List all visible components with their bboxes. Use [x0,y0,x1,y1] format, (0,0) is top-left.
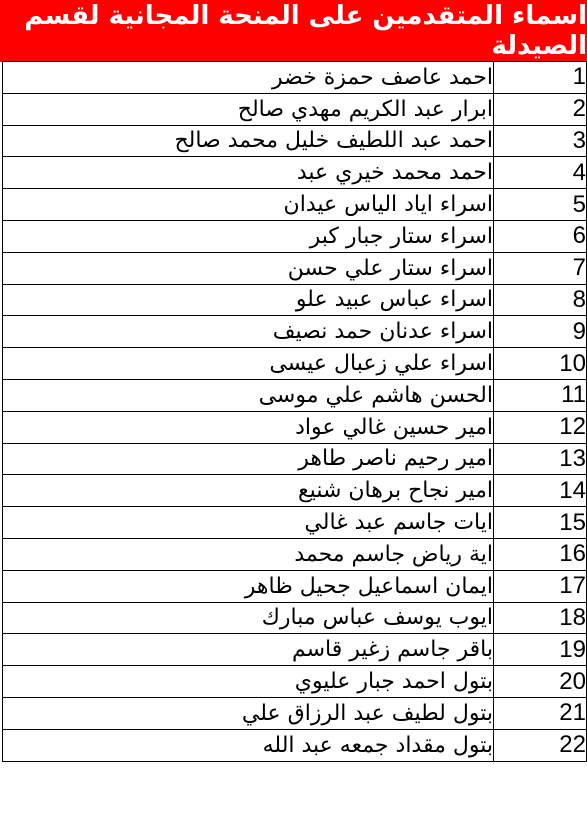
table-row [3,348,587,380]
row-number: 6 [494,220,587,252]
applicant-name: امير رحيم ناصر طاهر [3,443,494,475]
table-row [3,189,587,221]
row-number: 9 [494,316,587,348]
applicant-name: اسراء اياد الياس عيدان [3,189,494,221]
applicant-name: اسراء ستار جبار كبر [3,220,494,252]
table-row [3,443,587,475]
row-number: 11 [494,379,587,411]
applicant-name: بتول احمد جبار عليوي [3,666,494,698]
applicant-name: ايمان اسماعيل جحيل ظاهر [3,570,494,602]
row-number: 2 [494,93,587,125]
row-number: 15 [494,507,587,539]
applicant-name: احمد عبد اللطيف خليل محمد صالح [3,125,494,157]
row-number: 4 [494,157,587,189]
table-row [3,62,587,94]
table-row [3,316,587,348]
applicant-name: ابرار عبد الكريم مهدي صالح [3,93,494,125]
table-row [3,666,587,698]
row-number: 7 [494,252,587,284]
table-row [3,570,587,602]
row-number: 19 [494,634,587,666]
applicant-name: بتول لطيف عبد الرزاق علي [3,697,494,729]
table-row [3,634,587,666]
table-row [3,284,587,316]
row-number: 16 [494,538,587,570]
row-number: 17 [494,570,587,602]
names-table [2,61,587,762]
row-number: 21 [494,697,587,729]
row-number: 5 [494,189,587,221]
applicant-name: بتول مقداد جمعه عبد الله [3,729,494,761]
applicant-name: اسراء عباس عبيد علو [3,284,494,316]
row-number: 18 [494,602,587,634]
row-number: 22 [494,729,587,761]
table-row [3,157,587,189]
row-number: 14 [494,475,587,507]
row-number: 8 [494,284,587,316]
table-row [3,507,587,539]
row-number: 10 [494,348,587,380]
table-row [3,379,587,411]
applicant-name: احمد محمد خيري عبد [3,157,494,189]
row-number: 13 [494,443,587,475]
applicant-name: اسراء عدنان حمد نصيف [3,316,494,348]
table-row [3,220,587,252]
table-row [3,602,587,634]
table-row [3,252,587,284]
table-row [3,697,587,729]
applicant-name: امير نجاح برهان شنيع [3,475,494,507]
table-row [3,411,587,443]
page-title: اسماء المتقدمين على المنحة المجانية لقسم الصيدلة [0,0,587,62]
applicant-name: احمد عاصف حمزة خضر [3,62,494,94]
names-table-body [3,62,587,762]
row-number: 12 [494,411,587,443]
applicant-name: ايوب يوسف عباس مبارك [3,602,494,634]
row-number: 3 [494,125,587,157]
table-row [3,93,587,125]
applicant-name: اسراء ستار علي حسن [3,252,494,284]
table-row [3,729,587,761]
applicant-name: اية رياض جاسم محمد [3,538,494,570]
row-number: 1 [494,62,587,94]
row-number: 20 [494,666,587,698]
table-row [3,125,587,157]
applicant-name: امير حسين غالي عواد [3,411,494,443]
table-row [3,475,587,507]
applicant-name: اسراء علي زعبال عيسى [3,348,494,380]
applicant-name: باقر جاسم زغير قاسم [3,634,494,666]
applicant-name: الحسن هاشم علي موسى [3,379,494,411]
applicant-name: ايات جاسم عبد غالي [3,507,494,539]
table-row [3,538,587,570]
